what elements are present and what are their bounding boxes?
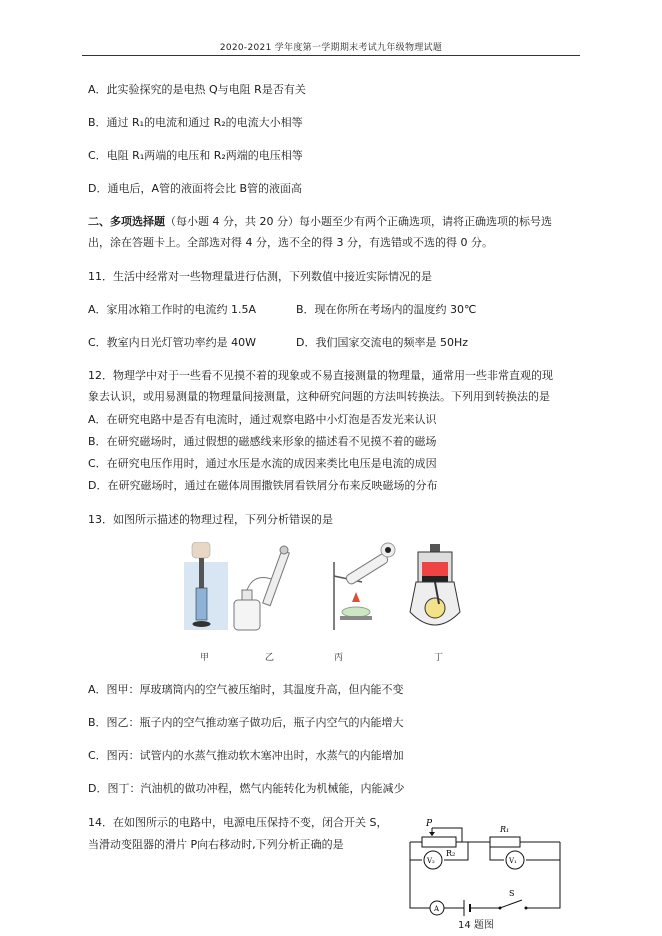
figure-ding-engine bbox=[410, 544, 460, 625]
q13-option-b: B．图乙：瓶子内的空气推动塞子做功后，瓶子内空气的内能增大 bbox=[88, 716, 404, 729]
q13-figure-row bbox=[184, 542, 484, 634]
circuit-label-a: A bbox=[434, 905, 440, 913]
q14-figure-caption: 14 题图 bbox=[458, 920, 494, 931]
circuit-label-p: P bbox=[426, 819, 433, 829]
section2-desc-line1: （每小题 4 分，共 20 分）每小题至少有两个正确选项，请将正确选项的标号选 bbox=[165, 215, 552, 228]
q13-option-c: C．图丙：试管内的水蒸气推动软木塞冲出时，水蒸气的内能增加 bbox=[88, 749, 404, 762]
q14-stem-line2: 当滑动变阻器的滑片 P向右移动时,下列分析正确的是 bbox=[88, 838, 344, 851]
section2-desc-line2: 出，涂在答题卡上。全部选对得 4 分，选不全的得 3 分，有选错或不选的得 0 分。 bbox=[88, 236, 493, 249]
q12-option-b: B．在研究磁场时，通过假想的磁感线来形象的描述看不见摸不着的磁场 bbox=[88, 435, 437, 448]
q11-option-a: A．家用冰箱工作时的电流约 1.5A bbox=[88, 303, 257, 316]
q12-option-d: D．在研究磁场时，通过在磁体周围撒铁屑看铁屑分布来反映磁场的分布 bbox=[88, 479, 438, 492]
section2-title: 二、多项选择题 bbox=[88, 215, 165, 228]
figure-bing-test-tube-heating bbox=[334, 543, 395, 630]
circuit-label-v1: V₁ bbox=[509, 857, 517, 865]
q12-stem-line2: 象去认识，或用易测量的物理量间接测量，这种研究问题的方法叫转换法。下列用到转换法的是 bbox=[88, 390, 550, 403]
q10-option-c: C．电阻 R₁两端的电压和 R₂两端的电压相等 bbox=[88, 149, 303, 162]
q11-stem: 11．生活中经常对一些物理量进行估测，下列数值中接近实际情况的是 bbox=[88, 270, 432, 283]
page-header: 2020-2021 学年度第一学期期末考试九年级物理试题 bbox=[219, 43, 443, 53]
q12-stem-line1: 12．物理学中对于一些看不见摸不着的现象或不易直接测量的物理量，通常用一些非常直观的现 bbox=[88, 369, 553, 382]
q11-option-c: C．教室内日光灯管功率约是 40W bbox=[88, 336, 257, 349]
q13-option-d: D．图丁：汽油机的做功冲程，燃气内能转化为机械能，内能减少 bbox=[88, 782, 405, 795]
q10-option-b: B．通过 R₁的电流和通过 R₂的电流大小相等 bbox=[88, 116, 303, 129]
q13-stem: 13．如图所示描述的物理过程，下列分析错误的是 bbox=[88, 513, 333, 526]
q13-option-a: A．图甲：厚玻璃筒内的空气被压缩时，其温度升高，但内能不变 bbox=[88, 683, 404, 696]
circuit-label-r2: R₂ bbox=[446, 849, 456, 858]
figure-label-ding: 丁 bbox=[434, 653, 444, 663]
q14-stem-line1: 14．在如图所示的电路中，电源电压保持不变，闭合开关 S， bbox=[88, 816, 388, 829]
q11-option-d: D．我们国家交流电的频率是 50Hz bbox=[296, 336, 469, 349]
figure-label-bing: 丙 bbox=[334, 653, 344, 663]
q11-option-b: B．现在你所在考场内的温度约 30℃ bbox=[296, 303, 477, 316]
header-rule bbox=[82, 55, 580, 56]
circuit-label-s: S bbox=[509, 889, 515, 898]
q12-option-c: C．在研究电压作用时，通过水压是水流的成因来类比电压是电流的成因 bbox=[88, 457, 437, 470]
figure-jia-compression-cylinder bbox=[184, 542, 228, 630]
q10-option-d: D．通电后，A管的液面将会比 B管的液面高 bbox=[88, 182, 303, 195]
figure-label-jia: 甲 bbox=[200, 653, 210, 663]
figure-label-yi: 乙 bbox=[265, 653, 275, 663]
circuit-label-r1: R₁ bbox=[500, 825, 510, 834]
q12-option-a: A．在研究电路中是否有电流时，通过观察电路中小灯泡是否发光来认识 bbox=[88, 413, 437, 426]
section2-heading bbox=[88, 215, 552, 229]
q14-circuit-diagram bbox=[404, 814, 564, 920]
q10-option-a: A．此实验探究的是电热 Q与电阻 R是否有关 bbox=[88, 83, 306, 96]
circuit-label-v2: V₂ bbox=[427, 857, 435, 865]
figure-yi-bottle-pump bbox=[234, 546, 289, 630]
